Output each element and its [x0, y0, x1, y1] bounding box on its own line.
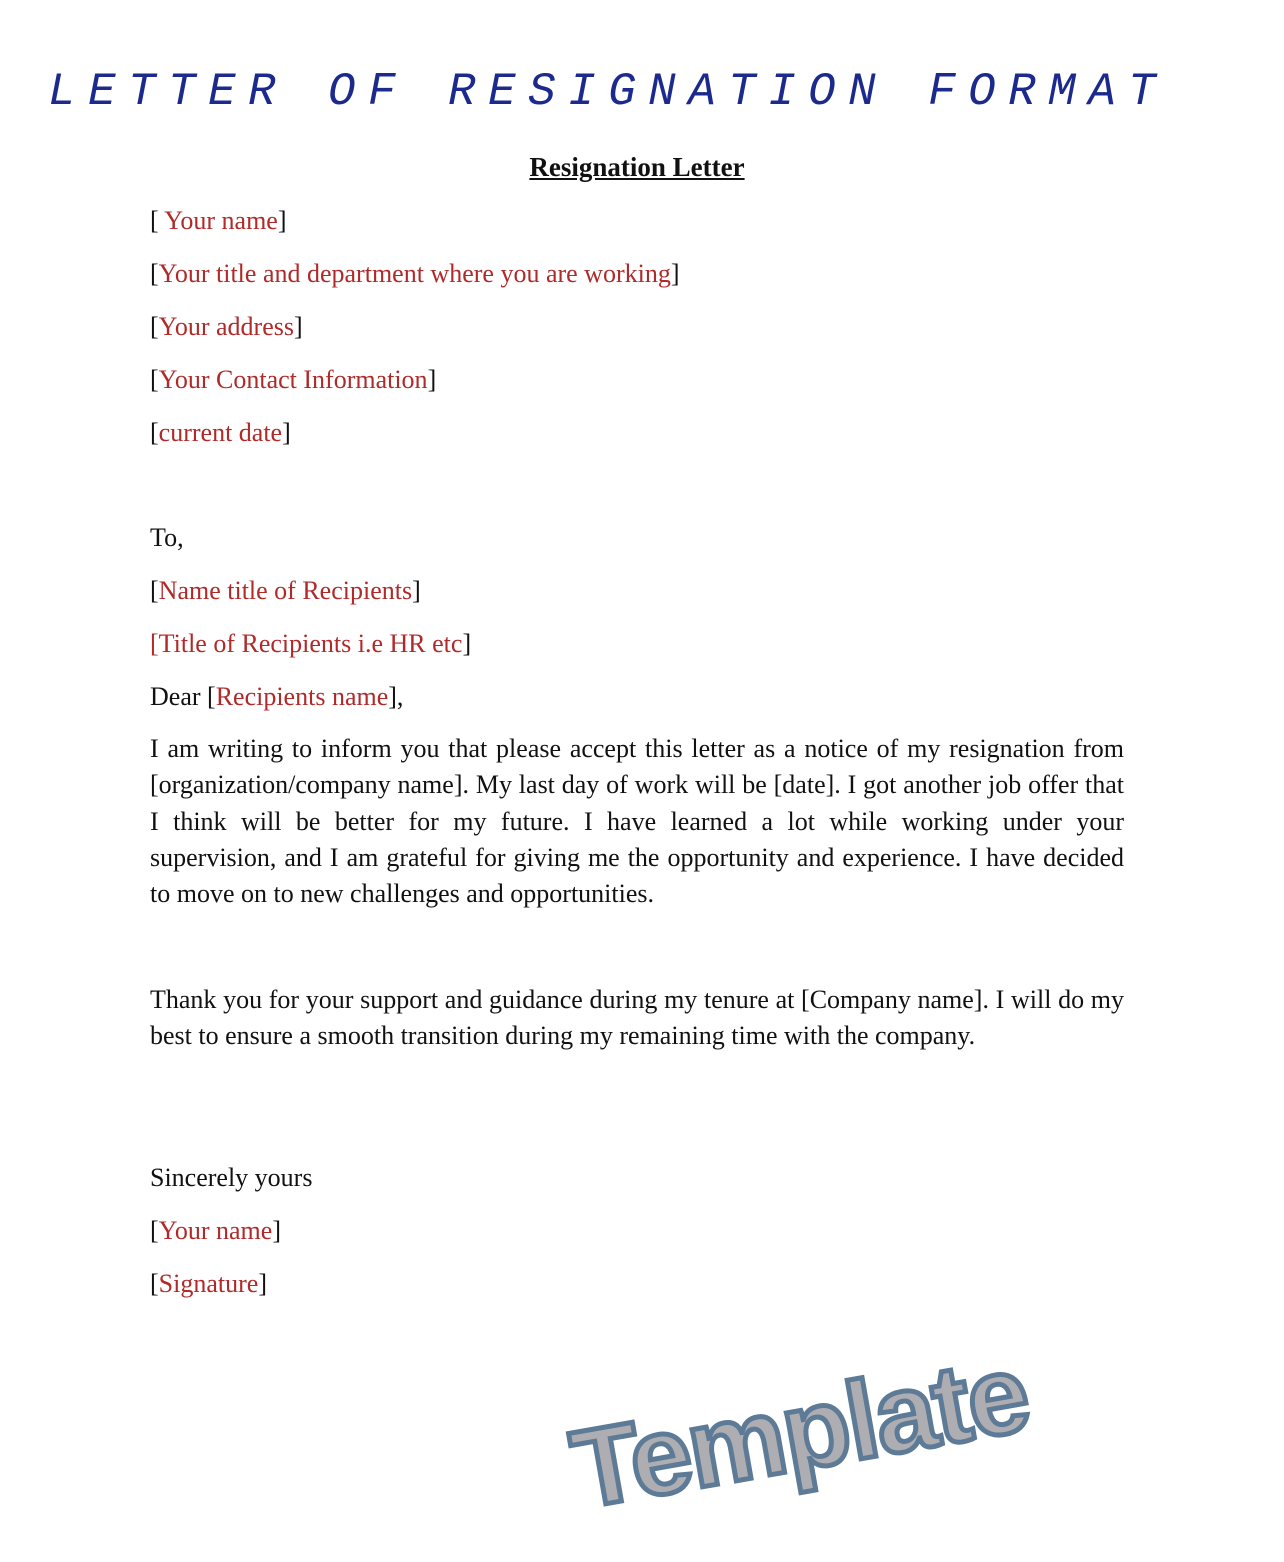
salutation-line	[150, 681, 403, 713]
placeholder-field: Your name	[158, 1216, 273, 1245]
bracket: [	[150, 1216, 159, 1245]
bracket: ]	[670, 259, 680, 288]
sender-address-line	[150, 311, 303, 343]
bracket: [	[150, 259, 159, 288]
sender-title-line	[150, 258, 680, 290]
placeholder-field: Your Contact Information	[158, 365, 428, 394]
bracket: ]	[462, 629, 472, 658]
template-watermark: Template	[563, 1331, 1037, 1532]
bracket: ]	[293, 312, 303, 341]
date-line	[150, 417, 291, 449]
placeholder-field: Recipients name	[215, 682, 389, 711]
placeholder-field: Signature	[158, 1269, 259, 1298]
bracket: ]	[258, 1269, 267, 1298]
recipient-title-line	[150, 628, 471, 660]
signature-line	[150, 1268, 267, 1300]
closing-line: Sincerely yours	[150, 1163, 313, 1192]
bracket: [	[150, 365, 159, 394]
body-paragraph-2: Thank you for your support and guidance during my tenure at [Company name]. I will do my best to ensure a smooth transition during my remaining time with the company.	[150, 985, 1124, 1051]
bracket: ]	[427, 365, 437, 394]
bracket: ]	[412, 576, 421, 605]
placeholder-field: Your name	[164, 206, 278, 235]
bracket: [	[150, 206, 165, 235]
placeholder-field: Your address	[158, 312, 294, 341]
bracket: [	[150, 576, 159, 605]
salutation-prefix: Dear [	[150, 682, 216, 711]
bracket: ]	[272, 1216, 281, 1245]
document-title: LETTER OF RESIGNATION FORMAT	[48, 66, 1169, 118]
placeholder-field: [Title of Recipients i.e HR etc	[150, 629, 463, 658]
bracket: ]	[282, 418, 291, 447]
sender-name-line	[150, 205, 287, 237]
placeholder-field: Name title of Recipients	[158, 576, 413, 605]
sender-contact-line	[150, 364, 436, 396]
body-paragraph-1: I am writing to inform you that please accept this letter as a notice of my resignation from [organization/company name]. My last day of work will be [date]. I got another job offer that I think will be better for my future. I have learned a lot while working under your supervision, and I am grateful for giving me the opportunity and experience. I have decided to move on to new challenges and opportunities.	[150, 734, 1124, 909]
bracket: ],	[388, 682, 404, 711]
recipient-name-line	[150, 575, 421, 607]
bracket: [	[150, 418, 159, 447]
placeholder-field: current date	[158, 418, 283, 447]
signoff-name-line	[150, 1215, 281, 1247]
placeholder-field: Your title and department where you are working	[158, 259, 671, 288]
bracket: [	[150, 312, 159, 341]
bracket: ]	[277, 206, 287, 235]
to-line: To,	[150, 523, 184, 552]
bracket: [	[150, 1269, 159, 1298]
letter-heading: Resignation Letter	[529, 152, 745, 182]
